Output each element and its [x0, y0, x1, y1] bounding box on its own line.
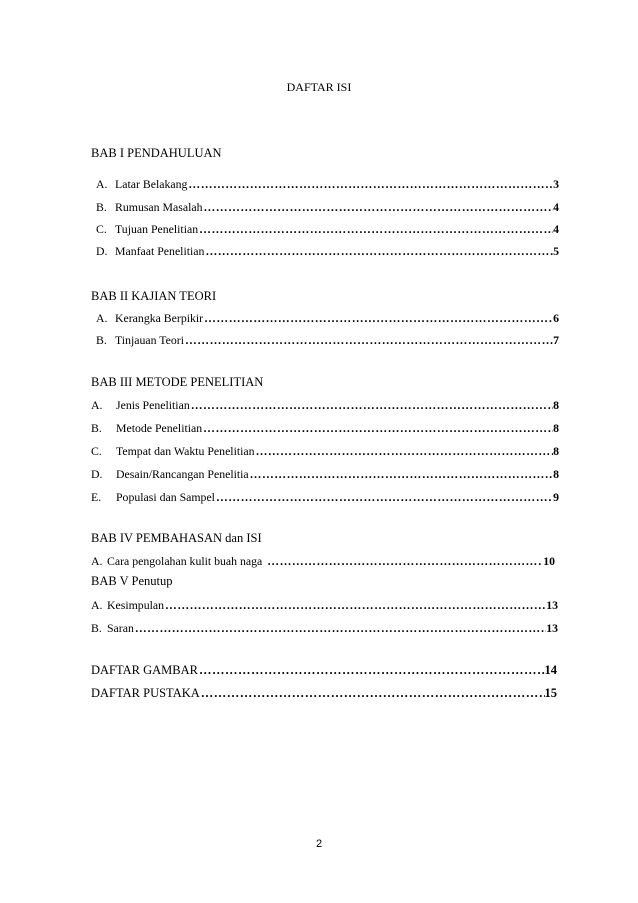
toc-entry[interactable]	[91, 597, 558, 613]
entry-page: 9	[553, 490, 559, 504]
entry-letter: B.	[91, 421, 102, 435]
entry-page: 15	[544, 686, 557, 700]
toc-entry[interactable]	[91, 620, 558, 636]
entry-text: DAFTAR GAMBAR	[91, 663, 199, 677]
entry-text: Metode Penelitian	[116, 421, 203, 435]
toc-entry[interactable]	[91, 553, 555, 569]
toc-entry[interactable]	[96, 243, 559, 259]
toc-entry[interactable]	[91, 420, 559, 436]
entry-text: DAFTAR PUSTAKA	[91, 686, 200, 700]
entry-letter: B.	[91, 621, 102, 635]
entry-text: Populasi dan Sampel	[116, 490, 215, 504]
dot-leader	[256, 443, 554, 459]
dot-leader	[250, 466, 553, 482]
entry-letter: B.	[96, 200, 107, 214]
entry-page: 8	[553, 421, 559, 435]
entry-text: Tinjauan Teori	[115, 333, 184, 347]
toc-entry[interactable]	[96, 332, 559, 348]
chapter-heading-bab4: BAB IV PEMBAHASAN dan ISI	[91, 531, 262, 545]
entry-letter: A.	[91, 554, 103, 568]
dot-leader	[267, 553, 543, 569]
page-title: DAFTAR ISI	[286, 80, 352, 94]
entry-letter: C.	[96, 222, 107, 236]
dot-leader	[135, 620, 546, 636]
entry-page: 13	[546, 621, 558, 635]
entry-text: Manfaat Penelitian	[115, 244, 205, 258]
entry-page: 10	[543, 554, 555, 568]
entry-text: Cara pengolahan kulit buah naga	[107, 554, 263, 568]
chapter-heading-bab3: BAB III METODE PENELITIAN	[91, 375, 264, 389]
entry-text: Tujuan Penelitian	[115, 222, 199, 236]
dot-leader	[201, 685, 545, 701]
entry-page: 4	[553, 200, 559, 214]
dot-leader	[216, 489, 553, 505]
dot-leader	[188, 176, 553, 192]
entry-page: 5	[553, 244, 559, 258]
dot-leader	[199, 662, 544, 678]
entry-page: 6	[553, 311, 559, 325]
entry-text: Tempat dan Waktu Penelitian	[116, 444, 255, 458]
entry-page: 7	[553, 333, 559, 347]
toc-entry-daftar-pustaka[interactable]	[91, 685, 557, 701]
entry-letter: D.	[96, 244, 108, 258]
dot-leader	[191, 397, 553, 413]
entry-letter: B.	[96, 333, 107, 347]
toc-entry-daftar-gambar[interactable]	[91, 662, 557, 678]
entry-page: 13	[546, 598, 558, 612]
dot-leader	[204, 310, 553, 326]
entry-page: 8	[553, 398, 559, 412]
chapter-heading-bab5: BAB V Penutup	[91, 574, 173, 588]
entry-text: Desain/Rancangan Penelitia	[116, 467, 249, 481]
entry-page: 8	[553, 467, 559, 481]
toc-entry[interactable]	[91, 466, 559, 482]
entry-page: 4	[553, 222, 559, 236]
toc-entry[interactable]	[91, 489, 559, 505]
entry-letter: D.	[91, 467, 103, 481]
entry-page: 3	[553, 177, 559, 191]
dot-leader	[185, 332, 553, 348]
dot-leader	[203, 420, 553, 436]
entry-text: Saran	[107, 621, 134, 635]
toc-entry[interactable]	[96, 310, 559, 326]
toc-entry[interactable]	[96, 176, 559, 192]
toc-entry[interactable]	[96, 221, 559, 237]
toc-entry[interactable]	[91, 443, 559, 459]
dot-leader	[203, 199, 553, 215]
entry-text: Kesimpulan	[107, 598, 165, 612]
toc-entry[interactable]	[96, 199, 559, 215]
chapter-heading-bab1: BAB I PENDAHULUAN	[91, 146, 222, 160]
entry-text: Latar Belakang	[115, 177, 188, 191]
entry-page: 14	[544, 663, 557, 677]
page-number: 2	[315, 838, 323, 850]
entry-letter: A.	[96, 177, 108, 191]
chapter-heading-bab2: BAB II KAJIAN TEORI	[91, 289, 217, 303]
dot-leader	[165, 597, 546, 613]
dot-leader	[199, 221, 553, 237]
entry-letter: A.	[96, 311, 108, 325]
entry-letter: C.	[91, 444, 102, 458]
toc-entry[interactable]	[91, 397, 559, 413]
entry-text: Rumusan Masalah	[115, 200, 203, 214]
dot-leader	[205, 243, 553, 259]
entry-text: Jenis Penelitian	[116, 398, 190, 412]
entry-letter: A.	[91, 398, 103, 412]
entry-letter: A.	[91, 598, 103, 612]
entry-letter: E.	[91, 490, 102, 504]
entry-page: 8	[553, 444, 559, 458]
entry-text: Kerangka Berpikir	[115, 311, 204, 325]
